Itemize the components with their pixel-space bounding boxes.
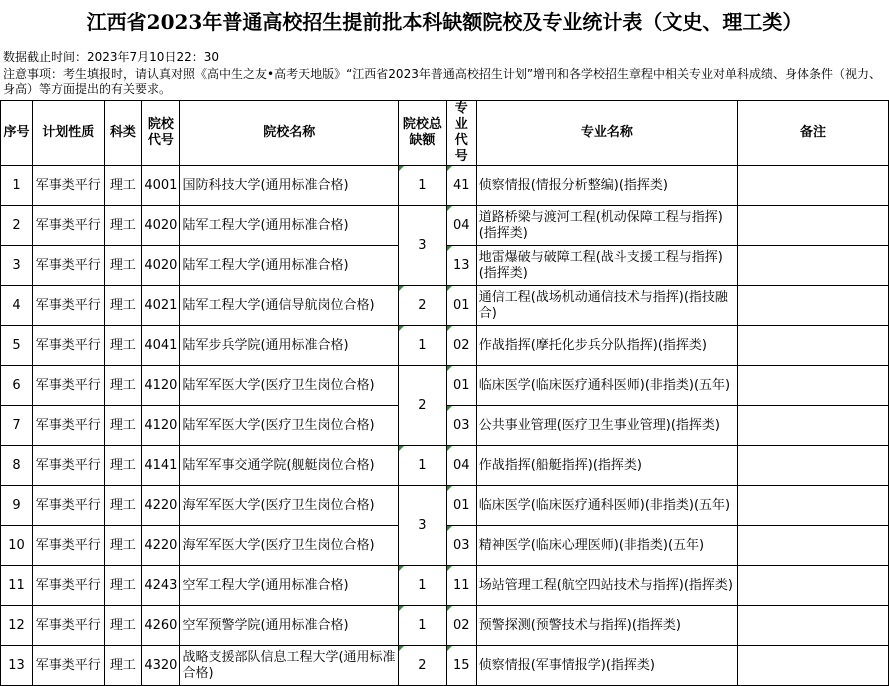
cell-major-name: 公共事业管理(医疗卫生事业管理)(指挥类) [476,406,737,446]
deadline-text: 数据截止时间：2023年7月10日22：30 [3,50,219,64]
cell-plan: 军事类平行 [32,606,104,646]
cell-major-code: 15 [446,646,476,686]
cell-plan: 军事类平行 [32,526,104,566]
cell-major-code: 04 [446,206,476,246]
cell-subject: 理工 [104,566,142,606]
cell-major-name: 预警探测(预警技术与指挥)(指挥类) [476,606,737,646]
cell-school: 陆军军事交通学院(舰艇岗位合格) [180,446,399,486]
cell-code: 4021 [142,286,180,326]
cell-seq: 5 [1,326,33,366]
cell-major-name: 临床医学(临床医疗通科医师)(非指类)(五年) [476,486,737,526]
cell-major-name: 场站管理工程(航空四站技术与指挥)(指挥类) [476,566,737,606]
cell-remark [737,446,888,486]
header-major-code: 专业代号 [446,101,476,166]
header-subject: 科类 [104,101,142,166]
cell-subject: 理工 [104,526,142,566]
header-major-name: 专业名称 [476,101,737,166]
cell-plan: 军事类平行 [32,406,104,446]
header-plan: 计划性质 [32,101,104,166]
cell-major-name: 道路桥梁与渡河工程(机动保障工程与指挥)(指挥类) [476,206,737,246]
cell-plan: 军事类平行 [32,486,104,526]
cell-vacancy: 3 [399,206,447,286]
cell-major-name: 侦察情报(情报分析整编)(指挥类) [476,166,737,206]
cell-major-code: 41 [446,166,476,206]
cell-major-code: 03 [446,406,476,446]
cell-school: 陆军军医大学(医疗卫生岗位合格) [180,366,399,406]
table-row [1,366,889,406]
cell-remark [737,646,888,686]
notice-text: 注意事项：考生填报时，请认真对照《高中生之友•高考天地版》“江西省2023年普通高校招生计划”增刊和各学校招生章程中相关专业对单科成绩、身体条件（视力、身高）等方面提出的有关要求。 [3,67,882,96]
cell-code: 4320 [142,646,180,686]
cell-code: 4020 [142,206,180,246]
cell-seq: 2 [1,206,33,246]
cell-remark [737,406,888,446]
cell-subject: 理工 [104,166,142,206]
cell-school: 空军预警学院(通用标准合格) [180,606,399,646]
cell-code: 4220 [142,486,180,526]
cell-code: 4141 [142,446,180,486]
cell-subject: 理工 [104,486,142,526]
cell-major-name: 临床医学(临床医疗通科医师)(非指类)(五年) [476,366,737,406]
cell-major-name: 作战指挥(摩托化步兵分队指挥)(指挥类) [476,326,737,366]
cell-major-code: 01 [446,366,476,406]
cell-plan: 军事类平行 [32,286,104,326]
cell-seq: 13 [1,646,33,686]
cell-remark [737,206,888,246]
header-code: 院校代号 [142,101,180,166]
cell-major-code: 01 [446,286,476,326]
cell-school: 陆军工程大学(通用标准合格) [180,206,399,246]
cell-code: 4220 [142,526,180,566]
cell-seq: 6 [1,366,33,406]
cell-subject: 理工 [104,646,142,686]
cell-vacancy: 2 [399,286,447,326]
table-header-row [1,101,889,166]
cell-vacancy: 2 [399,646,447,686]
cell-vacancy: 1 [399,566,447,606]
cell-plan: 军事类平行 [32,366,104,406]
cell-seq: 3 [1,246,33,286]
cell-school: 陆军工程大学(通用标准合格) [180,246,399,286]
cell-seq: 11 [1,566,33,606]
cell-subject: 理工 [104,366,142,406]
table-row [1,446,889,486]
cell-remark [737,286,888,326]
header-remark: 备注 [737,101,888,166]
cell-plan: 军事类平行 [32,566,104,606]
table-row [1,326,889,366]
cell-remark [737,326,888,366]
cell-code: 4041 [142,326,180,366]
cell-seq: 10 [1,526,33,566]
cell-major-name: 地雷爆破与破障工程(战斗支援工程与指挥)(指挥类) [476,246,737,286]
cell-vacancy: 1 [399,446,447,486]
cell-code: 4120 [142,366,180,406]
cell-major-code: 11 [446,566,476,606]
table-row [1,486,889,526]
cell-major-name: 通信工程(战场机动通信技术与指挥)(指技融合) [476,286,737,326]
cell-remark [737,606,888,646]
cell-code: 4120 [142,406,180,446]
cell-remark [737,366,888,406]
table-row [1,646,889,686]
cell-remark [737,246,888,286]
cell-major-name: 作战指挥(船艇指挥)(指挥类) [476,446,737,486]
cell-subject: 理工 [104,446,142,486]
cell-vacancy: 3 [399,486,447,566]
cell-school: 海军军医大学(医疗卫生岗位合格) [180,486,399,526]
cell-subject: 理工 [104,606,142,646]
cell-major-code: 02 [446,606,476,646]
cell-code: 4020 [142,246,180,286]
cell-subject: 理工 [104,246,142,286]
cell-remark [737,166,888,206]
cell-remark [737,566,888,606]
cell-seq: 4 [1,286,33,326]
cell-school: 海军军医大学(医疗卫生岗位合格) [180,526,399,566]
cell-school: 战略支援部队信息工程大学(通用标准合格) [180,646,399,686]
header-vacancy: 院校总缺额 [399,101,447,166]
page-title: 江西省2023年普通高校招生提前批本科缺额院校及专业统计表（文史、理工类） [86,10,803,34]
cell-vacancy: 1 [399,606,447,646]
cell-seq: 7 [1,406,33,446]
cell-plan: 军事类平行 [32,166,104,206]
cell-plan: 军事类平行 [32,326,104,366]
cell-school: 国防科技大学(通用标准合格) [180,166,399,206]
cell-code: 4001 [142,166,180,206]
cell-major-code: 02 [446,326,476,366]
header-school: 院校名称 [180,101,399,166]
cell-major-code: 01 [446,486,476,526]
cell-code: 4243 [142,566,180,606]
cell-school: 陆军步兵学院(通用标准合格) [180,326,399,366]
cell-remark [737,526,888,566]
header-seq: 序号 [1,101,33,166]
cell-subject: 理工 [104,286,142,326]
vacancy-table [0,100,889,686]
cell-major-code: 04 [446,446,476,486]
cell-seq: 1 [1,166,33,206]
cell-plan: 军事类平行 [32,206,104,246]
cell-plan: 军事类平行 [32,246,104,286]
table-row [1,206,889,246]
table-row [1,286,889,326]
table-row [1,166,889,206]
cell-seq: 9 [1,486,33,526]
cell-subject: 理工 [104,326,142,366]
cell-school: 陆军工程大学(通信导航岗位合格) [180,286,399,326]
cell-seq: 12 [1,606,33,646]
cell-remark [737,486,888,526]
cell-plan: 军事类平行 [32,646,104,686]
cell-vacancy: 1 [399,326,447,366]
cell-major-code: 03 [446,526,476,566]
cell-vacancy: 2 [399,366,447,446]
table-row [1,606,889,646]
cell-school: 陆军军医大学(医疗卫生岗位合格) [180,406,399,446]
cell-code: 4260 [142,606,180,646]
cell-major-code: 13 [446,246,476,286]
cell-vacancy: 1 [399,166,447,206]
cell-major-name: 精神医学(临床心理医师)(非指类)(五年) [476,526,737,566]
cell-plan: 军事类平行 [32,446,104,486]
cell-major-name: 侦察情报(军事情报学)(指挥类) [476,646,737,686]
cell-seq: 8 [1,446,33,486]
cell-school: 空军工程大学(通用标准合格) [180,566,399,606]
cell-subject: 理工 [104,406,142,446]
table-row [1,566,889,606]
cell-subject: 理工 [104,206,142,246]
